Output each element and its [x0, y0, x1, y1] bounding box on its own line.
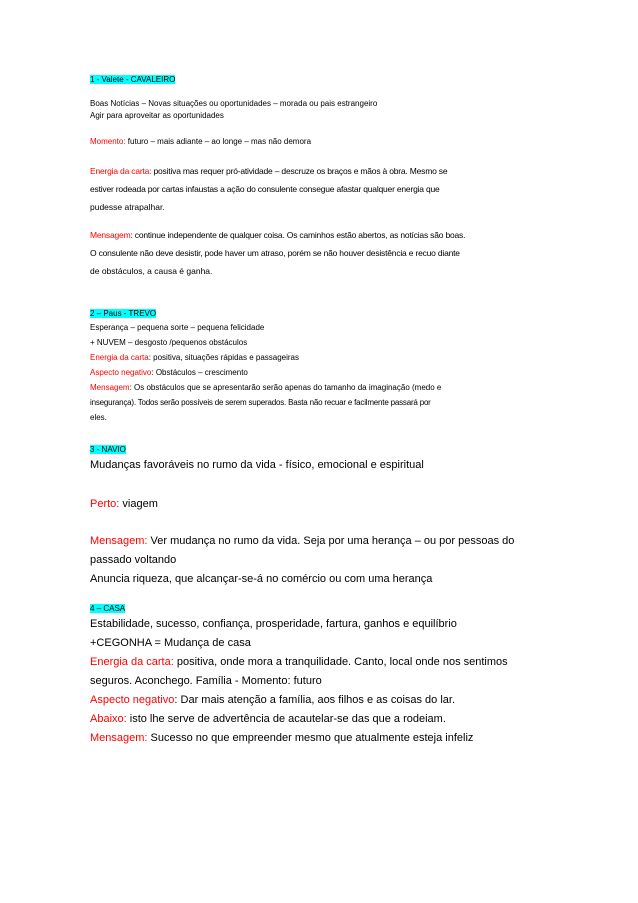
- aspecto-line: Aspecto negativo: Dar mais atenção a família, aos filhos e as coisas do lar.: [90, 694, 456, 706]
- body-line: O consulente não deve desistir, pode haver um atraso, porém se não houver desistência e recuo diante: [90, 248, 460, 258]
- aspecto-line: Aspecto negativo: Obstáculos – crescimento: [90, 368, 248, 377]
- mensagem-line: Mensagem: continue independente de qualquer coisa. Os caminhos estão abertos, as notícias são boas.: [90, 230, 466, 240]
- body-line: passado voltando: [90, 554, 177, 566]
- mensagem-label: Mensagem:: [90, 535, 148, 547]
- perto-label: Perto:: [90, 498, 120, 510]
- energia-line: Energia da carta: positiva, onde mora a tranquilidade. Canto, local onde nos sentimos: [90, 656, 508, 668]
- energia-label: Energia da carta: [90, 353, 149, 362]
- body-line: Agir para aproveitar as oportunidades: [90, 111, 224, 120]
- mensagem-line: Mensagem: Sucesso no que empreender mesmo que atualmente esteja infeliz: [90, 732, 474, 744]
- body-line: Estabilidade, sucesso, confiança, prosperidade, fartura, ganhos e equilíbrio: [90, 618, 457, 630]
- mensagem-line: Mensagem: Ver mudança no rumo da vida. Seja por uma herança – ou por pessoas do: [90, 535, 515, 547]
- mensagem-label: Mensagem:: [90, 732, 148, 744]
- body-line: Mudanças favoráveis no rumo da vida - físico, emocional e espiritual: [90, 459, 424, 471]
- energia-label: Energia da carta:: [90, 166, 152, 176]
- section-paus: [90, 308, 560, 425]
- abaixo-label: Abaixo:: [90, 713, 127, 725]
- body-line: Anuncia riqueza, que alcançar-se-á no comércio ou com uma herança: [90, 573, 433, 585]
- perto-line: Perto: viagem: [90, 498, 158, 510]
- body-line: +CEGONHA = Mudança de casa: [90, 637, 251, 649]
- body-line: seguros. Aconchego. Família - Momento: futuro: [90, 675, 322, 687]
- section-casa: [90, 603, 560, 748]
- energia-line: Energia da carta: positiva mas requer pró-atividade – descruze os braços e mãos à obra. Mesmo se: [90, 166, 448, 176]
- body-line: insegurança). Todos serão possíveis de serem superados. Basta não recuar e facilmente passará por: [90, 398, 431, 407]
- section-heading: 3 - NAVIO: [90, 445, 126, 454]
- section-navio: [90, 444, 560, 589]
- body-line: + NUVEM – desgosto /pequenos obstáculos: [90, 338, 248, 347]
- energia-line: Energia da carta: positiva, situações rápidas e passageiras: [90, 353, 300, 362]
- mensagem-line: Mensagem: Os obstáculos que se apresentarão serão apenas do tamanho da imaginação (medo e: [90, 383, 442, 392]
- section-valete: [90, 74, 560, 280]
- aspecto-label: Aspecto negativo: [90, 368, 152, 377]
- energia-label: Energia da carta:: [90, 656, 174, 668]
- momento-label: Momento:: [90, 137, 126, 146]
- body-line: pudesse atrapalhar.: [90, 202, 165, 212]
- section-heading: 2 – Paus - TREVO: [90, 309, 157, 318]
- abaixo-line: Abaixo: isto lhe serve de advertência de acautelar-se das que a rodeiam.: [90, 713, 446, 725]
- body-line: eles.: [90, 413, 107, 422]
- momento-line: Momento: futuro – mais adiante – ao longe – mas não demora: [90, 137, 312, 146]
- section-heading: 4 – CASA: [90, 604, 126, 613]
- body-line: estiver rodeada por cartas infaustas a ação do consulente consegue afastar qualquer energia que: [90, 184, 440, 194]
- aspecto-label: Aspecto negativo: [90, 694, 175, 706]
- mensagem-label: Mensagem: [90, 230, 131, 240]
- body-line: Esperança – pequena sorte – pequena felicidade: [90, 323, 265, 332]
- body-line: Boas Notícias – Novas situações ou oportunidades – morada ou pais estrangeiro: [90, 99, 378, 108]
- body-line: de obstáculos, a causa é ganha.: [90, 266, 213, 276]
- mensagem-label: Mensagem: [90, 383, 130, 392]
- section-heading: 1 - Valete - CAVALEIRO: [90, 75, 176, 84]
